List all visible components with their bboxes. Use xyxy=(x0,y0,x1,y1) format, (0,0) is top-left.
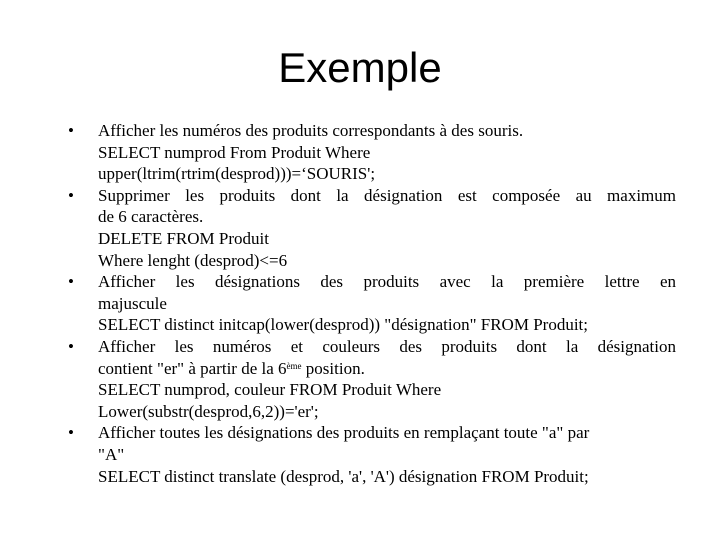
sql-line: upper(ltrim(rtrim(desprod)))=‘SOURIS'; xyxy=(98,164,376,184)
bullet-icon: • xyxy=(68,423,74,443)
sql-line: SELECT distinct translate (desprod, 'a', 'A') désignation FROM Produit; xyxy=(98,466,589,486)
item-text: Afficher les numéros des produits correspondants à des souris. xyxy=(98,121,524,140)
item-text-part: contient "er" à partir de la 6 xyxy=(98,358,287,378)
item-text: majuscule xyxy=(98,293,167,313)
list-item xyxy=(68,271,676,336)
sql-line: SELECT numprod From Produit Where xyxy=(98,142,371,162)
item-text xyxy=(98,358,676,380)
superscript: ème xyxy=(286,360,302,371)
list-item xyxy=(68,185,676,271)
item-text: "A" xyxy=(98,444,125,464)
sql-line: Lower(substr(desprod,6,2))='er'; xyxy=(98,401,319,421)
bullet-icon: • xyxy=(68,272,74,292)
list-item xyxy=(68,422,676,487)
item-text: Afficher les numéros et couleurs des produits dont la désignation xyxy=(98,336,676,356)
list-item xyxy=(68,120,676,185)
bullet-icon: • xyxy=(68,185,74,205)
slide-title: Exemple xyxy=(278,44,442,91)
item-text: Afficher toutes les désignations des produits en remplaçant toute "a" par xyxy=(98,423,590,443)
sql-line: SELECT numprod, couleur FROM Produit Where xyxy=(98,380,442,400)
bullet-icon: • xyxy=(68,336,74,356)
item-text-part: position. xyxy=(301,358,365,378)
sql-line: DELETE FROM Produit xyxy=(98,228,269,248)
item-text: Supprimer les produits dont la désignation est composée au maximum xyxy=(98,185,676,205)
item-text: Afficher les désignations des produits avec la première lettre en xyxy=(98,272,676,292)
list-item xyxy=(68,336,676,422)
item-text: de 6 caractères. xyxy=(98,207,204,227)
sql-line: Where lenght (desprod)<=6 xyxy=(98,250,288,270)
bullet-icon: • xyxy=(68,121,74,140)
bullet-list xyxy=(68,120,676,487)
sql-line: SELECT distinct initcap(lower(desprod)) "désignation" FROM Produit; xyxy=(98,315,588,335)
